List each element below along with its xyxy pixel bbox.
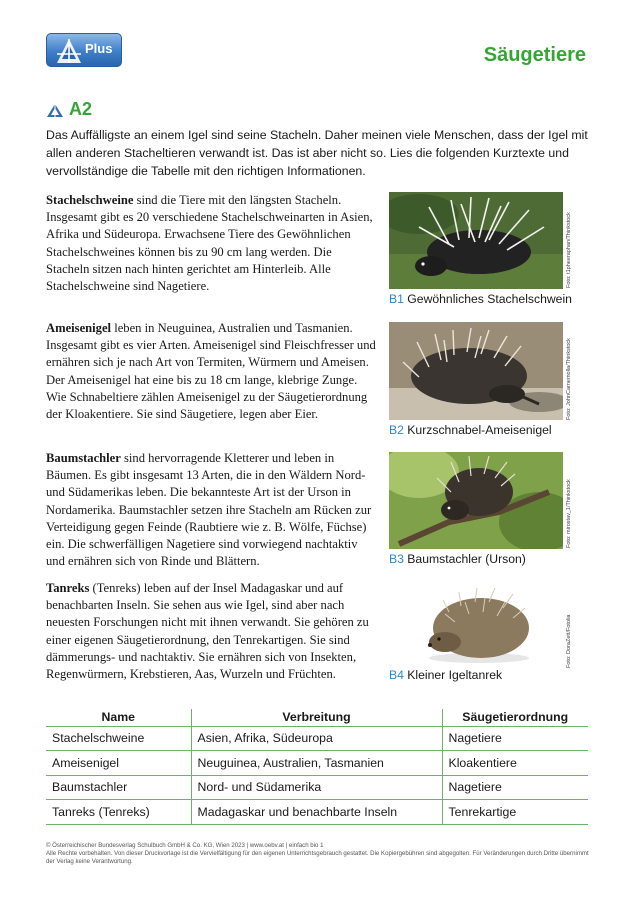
task-intro: Das Auffälligste an einem Igel sind seine Stacheln. Daher meinen viele Menschen, dass der Igel mit allen anderen Stacheltieren verwandt ist. Das ist aber nicht so. Lies die folgenden Kurztexte und vervollständige die Tabelle mit den richtigen Informationen. <box>46 128 588 178</box>
logo-text: Plus <box>85 41 113 56</box>
section-term: Stachelschweine <box>46 193 134 207</box>
column-header-name: Name <box>46 709 191 726</box>
figure-caption: Baumstachler (Urson) <box>403 552 526 566</box>
section-tanreks <box>46 580 376 683</box>
section-text: sind die Tiere mit den längsten Stacheln. Insgesamt gibt es 20 verschiedene Stachelschweinarten in Asien, Afrika und Südeuropa. Erwachsene Tiere des Gewöhnlichen Stachelschweines können bis zu 90 cm lang werden. Die Stacheln sitzen nach hinten gerichtet am Hinterleib. Alle Stachelschweine sind Nagetiere. <box>46 193 373 294</box>
task-label: A2 <box>69 99 93 119</box>
section-text: sind hervorragende Kletterer und leben in Bäumen. Es gibt insgesamt 13 Arten, die in den Wäldern Nord- und Südamerikas leben. Die bekannteste Art ist der Urson in Nordamerika. Baumstachler setzen ihre Stacheln am Rücken zur Verteidigung gegen Feinde (Raubtiere wie z. B. Wölfe, Füchse) ein. Die schwerfälligen Nagetiere sind vorwiegend nachtaktiv und ernähren sich von Rinde und Blättern. <box>46 451 372 569</box>
page-title: Säugetiere <box>483 44 586 66</box>
section-baumstachler <box>46 450 376 570</box>
figure-caption-b1 <box>389 292 572 306</box>
footer-rights: Alle Rechte vorbehalten. Von dieser Druckvorlage ist die Vervielfältigung für den eigenen Unterrichtsgebrauch gestattet. Die Kopiergebühren sind abgegolten. Für Veränderungen durch Dritte übernimmt der Verlag keine Verantwortung. <box>46 850 589 865</box>
photo-credit: Foto: DoraZett/Fotolia <box>566 614 572 668</box>
photo-credit: Foto: mirostav_1/Thinkstock <box>566 479 572 548</box>
table-cell: Tanreks (Tenreks) <box>46 800 191 825</box>
section-stachelschweine <box>46 192 376 295</box>
figure-number: B2 <box>389 423 404 437</box>
section-term: Tanreks <box>46 581 90 595</box>
section-term: Baumstachler <box>46 451 121 465</box>
table-cell: Baumstachler <box>46 775 191 800</box>
triangle-logo-icon <box>56 38 82 64</box>
table-cell: Neuguinea, Australien, Tasmanien <box>191 751 442 776</box>
table-cell: Tenrekartige <box>442 800 588 825</box>
photo-credit: Foto: t1pheeraphan/Thinkstock <box>566 212 572 288</box>
overview-table <box>46 709 588 825</box>
tree-porcupine-photo <box>389 452 563 549</box>
section-text: (Tenreks) leben auf der Insel Madagaskar und auf benachbarten Inseln. Sie sehen aus wie Igel, sind aber nach neuesten Forschungen nicht mit ihnen verwandt. Sie gehören zu einer eigenen Säugetierordnung, den Tenrekartigen. Sie sind dämmerungs- und nachtaktiv. Sie ernähren sich von Insekten, Regenwürmern, Krebstieren, Aas, Wurzeln und Früchten. <box>46 581 369 682</box>
photo-credit: Foto: JohnCarnemolla/Thinkstock <box>566 338 572 420</box>
plus-logo <box>46 33 122 67</box>
section-ameisenigel <box>46 320 376 423</box>
figure-number: B1 <box>389 292 404 306</box>
section-text: leben in Neuguinea, Australien und Tasmanien. Insgesamt gibt es vier Arten. Ameisenigel sind Fleischfresser und ernähren sich je nach Art von Termiten, Würmern und Ameisen. Der Ameisenigel hat eine bis zu 18 cm lange, klebrige Zunge. Wie Schnabeltiere zählen Ameisenigel zu der Säugetierordnung der Kloakentiere. Sie sind Säugetiere, legen aber Eier. <box>46 321 376 422</box>
porcupine-photo <box>389 192 563 289</box>
footer <box>46 842 594 866</box>
table-row <box>46 800 588 825</box>
section-term: Ameisenigel <box>46 321 112 335</box>
column-header-verbreitung: Verbreitung <box>191 709 442 726</box>
table-cell: Nagetiere <box>442 726 588 751</box>
table-row <box>46 726 588 751</box>
table-header-row <box>46 709 588 726</box>
footer-copyright: © Österreichischer Bundesverlag Schulbuch GmbH & Co. KG, Wien 2023 | www.oebv.at | einfach bio 1 <box>46 842 324 849</box>
echidna-photo <box>389 322 563 420</box>
table-row <box>46 775 588 800</box>
task-level-icon <box>47 104 63 117</box>
table-cell: Stachelschweine <box>46 726 191 751</box>
figure-number: B3 <box>389 552 404 566</box>
tenrec-photo <box>389 582 563 666</box>
figure-caption-b3 <box>389 552 526 566</box>
table-cell: Asien, Afrika, Südeuropa <box>191 726 442 751</box>
figure-caption-b4 <box>389 668 502 682</box>
table-cell: Madagaskar und benachbarte Inseln <box>191 800 442 825</box>
figure-caption-b2 <box>389 423 552 437</box>
figure-caption: Kleiner Igeltanrek <box>403 668 503 682</box>
table-cell: Nagetiere <box>442 775 588 800</box>
table-cell: Kloakentiere <box>442 751 588 776</box>
figure-caption: Kurzschnabel-Ameisenigel <box>403 423 552 437</box>
figure-caption: Gewöhnliches Stachelschwein <box>403 292 572 306</box>
figure-number: B4 <box>389 668 404 682</box>
column-header-saeugetierordnung: Säugetierordnung <box>442 709 588 726</box>
table-cell: Nord- und Südamerika <box>191 775 442 800</box>
table-cell: Ameisenigel <box>46 751 191 776</box>
table-row <box>46 751 588 776</box>
